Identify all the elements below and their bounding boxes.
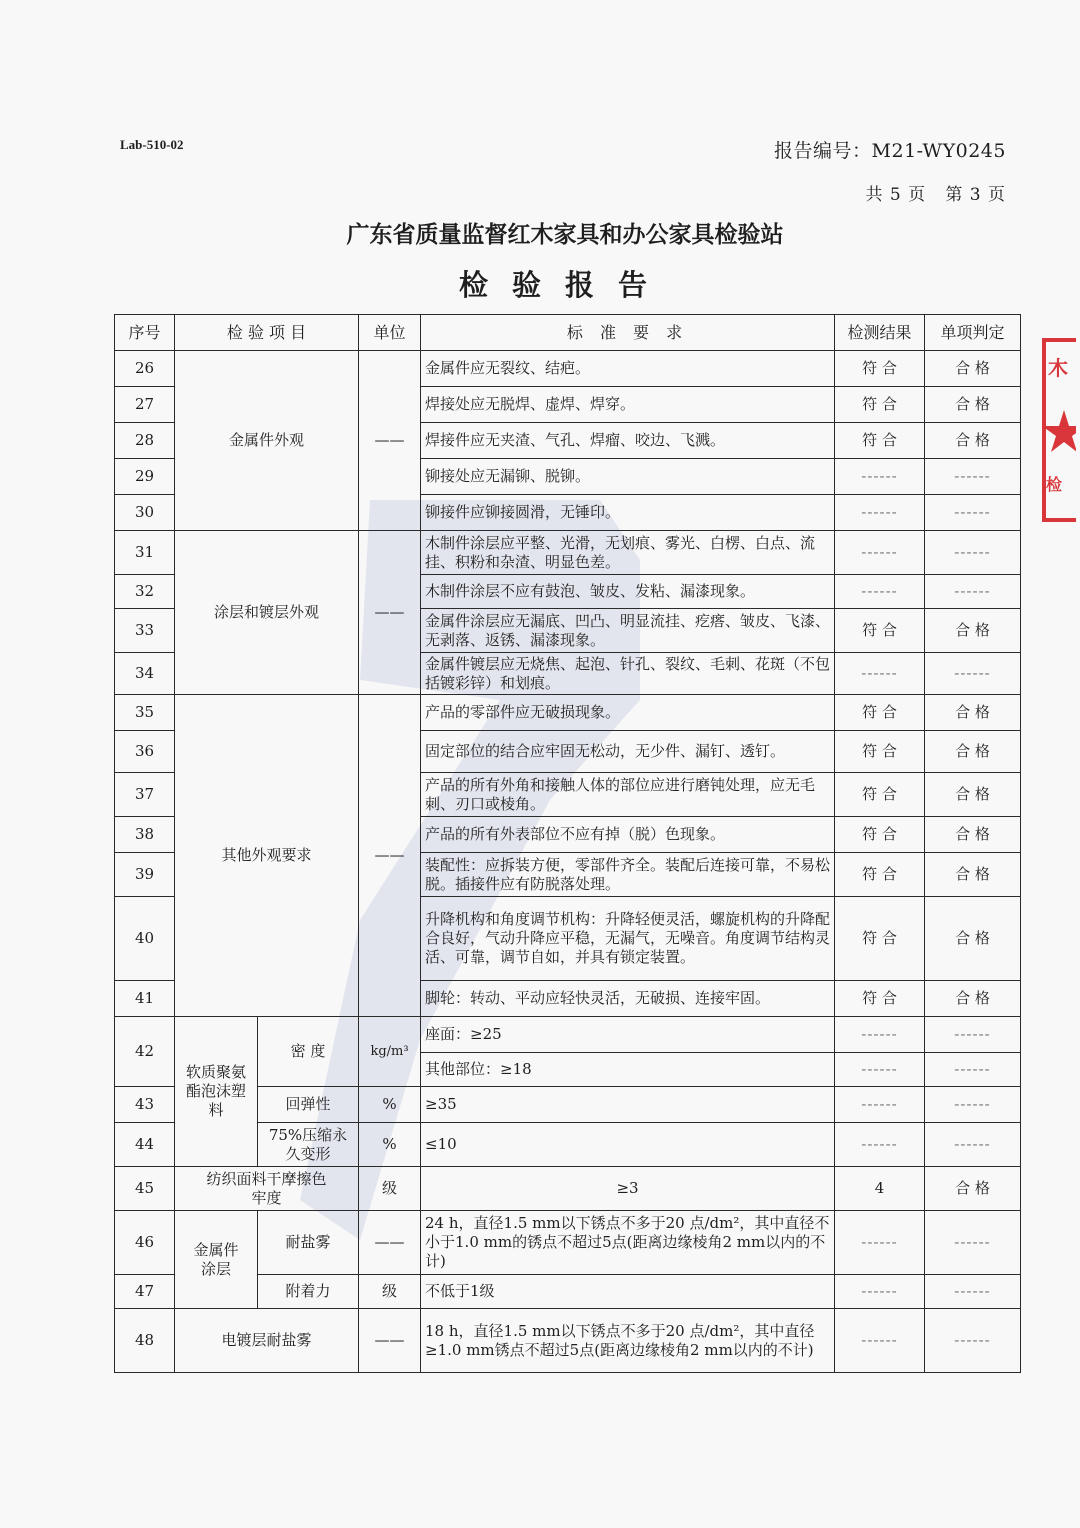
row-no: 48 <box>115 1309 175 1373</box>
row-no: 45 <box>115 1167 175 1211</box>
requirement-cell: 不低于1级 <box>421 1275 835 1309</box>
result-cell: 符 合 <box>835 609 925 653</box>
requirement-cell: 18 h，直径1.5 mm以下锈点不多于20 点/dm²，其中直径≥1.0 mm锈点不超过5点(距离边缘棱角2 mm以内的不计) <box>421 1309 835 1373</box>
station-name: 广东省质量监督红木家具和办公家具检验站 <box>346 222 784 248</box>
row-no: 39 <box>115 853 175 897</box>
row-no: 44 <box>115 1123 175 1167</box>
verdict-cell: 合 格 <box>925 351 1021 387</box>
result-cell: 符 合 <box>835 981 925 1017</box>
unit-cell: kg/m³ <box>359 1017 421 1087</box>
group-other-appearance: 其他外观要求 <box>175 695 359 1017</box>
verdict-cell: ------ <box>925 1017 1021 1053</box>
verdict-cell: ------ <box>925 495 1021 531</box>
verdict-cell: ------ <box>925 1211 1021 1275</box>
unit-cell: % <box>359 1087 421 1123</box>
verdict-cell: 合 格 <box>925 1167 1021 1211</box>
verdict-cell: 合 格 <box>925 817 1021 853</box>
group-foam: 软质聚氨酯泡沫塑料 <box>175 1017 258 1167</box>
row-no: 31 <box>115 531 175 575</box>
verdict-cell: ------ <box>925 459 1021 495</box>
lab-code: Lab-510-02 <box>120 137 184 152</box>
result-cell: ------ <box>835 459 925 495</box>
result-cell: 符 合 <box>835 351 925 387</box>
row-no: 35 <box>115 695 175 731</box>
row-no: 29 <box>115 459 175 495</box>
verdict-cell: ------ <box>925 1309 1021 1373</box>
unit-cell: —— <box>359 531 421 695</box>
table-row <box>115 695 1021 731</box>
table-row <box>115 351 1021 387</box>
requirement-cell: 焊接处应无脱焊、虚焊、焊穿。 <box>421 387 835 423</box>
verdict-cell: 合 格 <box>925 731 1021 773</box>
group-coating-appearance: 涂层和镀层外观 <box>175 531 359 695</box>
verdict-cell: 合 格 <box>925 387 1021 423</box>
group-textile: 纺织面料干摩擦色牢度 <box>175 1167 359 1211</box>
verdict-cell: 合 格 <box>925 609 1021 653</box>
requirement-cell: 金属件应无裂纹、结疤。 <box>421 351 835 387</box>
requirement-cell: 升降机构和角度调节机构：升降轻便灵活，螺旋机构的升降配合良好，气动升降应平稳，无漏气，无噪音。角度调节结构灵活、可靠，调节自如，并具有锁定装置。 <box>421 897 835 981</box>
row-no: 42 <box>115 1017 175 1087</box>
group-metal-coating: 金属件涂层 <box>175 1211 258 1309</box>
verdict-cell: ------ <box>925 1275 1021 1309</box>
row-no: 33 <box>115 609 175 653</box>
unit-cell: —— <box>359 695 421 1017</box>
header-item: 检 验 项 目 <box>175 315 359 351</box>
requirement-cell: 座面：≥25 <box>421 1017 835 1053</box>
subitem-salt-spray: 耐盐雾 <box>258 1211 359 1275</box>
result-cell: ------ <box>835 1087 925 1123</box>
result-cell: 符 合 <box>835 387 925 423</box>
verdict-cell: 合 格 <box>925 897 1021 981</box>
result-cell: 符 合 <box>835 817 925 853</box>
verdict-cell: ------ <box>925 575 1021 609</box>
result-cell: 符 合 <box>835 731 925 773</box>
result-cell: ------ <box>835 1123 925 1167</box>
table-row <box>115 1211 1021 1275</box>
unit-cell: —— <box>359 1211 421 1275</box>
result-cell: 4 <box>835 1167 925 1211</box>
row-no: 34 <box>115 653 175 695</box>
requirement-cell: 金属件镀层应无烧焦、起泡、针孔、裂纹、毛刺、花斑（不包括镀彩锌）和划痕。 <box>421 653 835 695</box>
verdict-cell: ------ <box>925 1053 1021 1087</box>
requirement-cell: 产品的所有外角和接触人体的部位应进行磨钝处理，应无毛刺、刃口或棱角。 <box>421 773 835 817</box>
result-cell: ------ <box>835 1017 925 1053</box>
header-result: 检测结果 <box>835 315 925 351</box>
verdict-cell: 合 格 <box>925 773 1021 817</box>
requirement-cell: ≥35 <box>421 1087 835 1123</box>
result-cell: ------ <box>835 1275 925 1309</box>
requirement-cell: 产品的零部件应无破损现象。 <box>421 695 835 731</box>
table-row <box>115 531 1021 575</box>
row-no: 41 <box>115 981 175 1017</box>
red-stamp-icon <box>1040 330 1076 530</box>
verdict-cell: ------ <box>925 531 1021 575</box>
result-cell: 符 合 <box>835 695 925 731</box>
row-no: 46 <box>115 1211 175 1275</box>
result-cell: ------ <box>835 495 925 531</box>
requirement-cell: ≤10 <box>421 1123 835 1167</box>
report-title: 检验报告 <box>458 268 671 302</box>
subitem-resilience: 回弹性 <box>258 1087 359 1123</box>
requirement-cell: 24 h，直径1.5 mm以下锈点不多于20 点/dm²，其中直径不小于1.0 mm的锈点不超过5点(距离边缘棱角2 mm以内的不计) <box>421 1211 835 1275</box>
requirement-cell: 装配性：应拆装方便，零部件齐全。装配后连接可靠，不易松脱。插接件应有防脱落处理。 <box>421 853 835 897</box>
row-no: 47 <box>115 1275 175 1309</box>
svg-text:木: 木 <box>1048 356 1068 380</box>
result-cell: 符 合 <box>835 773 925 817</box>
verdict-cell: 合 格 <box>925 423 1021 459</box>
row-no: 28 <box>115 423 175 459</box>
row-no: 27 <box>115 387 175 423</box>
requirement-cell: ≥3 <box>421 1167 835 1211</box>
requirement-cell: 固定部位的结合应牢固无松动，无少件、漏钉、透钉。 <box>421 731 835 773</box>
verdict-cell: ------ <box>925 1123 1021 1167</box>
requirement-cell: 木制件涂层应平整、光滑，无划痕、雾光、白楞、白点、流挂、积粉和杂渣、明显色差。 <box>421 531 835 575</box>
requirement-cell: 铆接件应铆接圆滑，无锤印。 <box>421 495 835 531</box>
requirement-cell: 木制件涂层不应有鼓泡、皱皮、发粘、漏漆现象。 <box>421 575 835 609</box>
report-number: 报告编号：M21-WY0245 <box>774 140 1006 162</box>
table-header-row <box>115 315 1021 351</box>
result-cell: ------ <box>835 1309 925 1373</box>
group-plating-salt: 电镀层耐盐雾 <box>175 1309 359 1373</box>
unit-cell: 级 <box>359 1275 421 1309</box>
unit-cell: 级 <box>359 1167 421 1211</box>
subitem-adhesion: 附着力 <box>258 1275 359 1309</box>
table-row <box>115 1167 1021 1211</box>
row-no: 36 <box>115 731 175 773</box>
inspection-table <box>114 314 1021 1373</box>
table-row <box>115 1017 1021 1053</box>
subitem-density: 密 度 <box>258 1017 359 1087</box>
requirement-cell: 铆接处应无漏铆、脱铆。 <box>421 459 835 495</box>
page-count: 共 5 页 第 3 页 <box>865 185 1006 205</box>
row-no: 40 <box>115 897 175 981</box>
verdict-cell: 合 格 <box>925 853 1021 897</box>
svg-text:检: 检 <box>1046 475 1063 494</box>
requirement-cell: 其他部位：≥18 <box>421 1053 835 1087</box>
result-cell: 符 合 <box>835 897 925 981</box>
unit-cell: —— <box>359 1309 421 1373</box>
unit-cell: % <box>359 1123 421 1167</box>
row-no: 38 <box>115 817 175 853</box>
unit-cell: —— <box>359 351 421 531</box>
verdict-cell: 合 格 <box>925 695 1021 731</box>
table-row <box>115 1309 1021 1373</box>
requirement-cell: 产品的所有外表部位不应有掉（脱）色现象。 <box>421 817 835 853</box>
result-cell: ------ <box>835 531 925 575</box>
row-no: 37 <box>115 773 175 817</box>
row-no: 43 <box>115 1087 175 1123</box>
result-cell: ------ <box>835 653 925 695</box>
header-verdict: 单项判定 <box>925 315 1021 351</box>
verdict-cell: ------ <box>925 1087 1021 1123</box>
result-cell: ------ <box>835 575 925 609</box>
row-no: 26 <box>115 351 175 387</box>
header-unit: 单位 <box>359 315 421 351</box>
requirement-cell: 金属件涂层应无漏底、凹凸、明显流挂、疙瘩、皱皮、飞漆、无剥落、返锈、漏漆现象。 <box>421 609 835 653</box>
row-no: 32 <box>115 575 175 609</box>
requirement-cell: 焊接件应无夹渣、气孔、焊瘤、咬边、飞溅。 <box>421 423 835 459</box>
header-no: 序号 <box>115 315 175 351</box>
result-cell: 符 合 <box>835 423 925 459</box>
requirement-cell: 脚轮：转动、平动应轻快灵活，无破损、连接牢固。 <box>421 981 835 1017</box>
result-cell: 符 合 <box>835 853 925 897</box>
result-cell: ------ <box>835 1053 925 1087</box>
verdict-cell: 合 格 <box>925 981 1021 1017</box>
verdict-cell: ------ <box>925 653 1021 695</box>
header-requirement: 标 准 要 求 <box>421 315 835 351</box>
row-no: 30 <box>115 495 175 531</box>
result-cell: ------ <box>835 1211 925 1275</box>
group-metal-appearance: 金属件外观 <box>175 351 359 531</box>
subitem-compression: 75%压缩永久变形 <box>258 1123 359 1167</box>
